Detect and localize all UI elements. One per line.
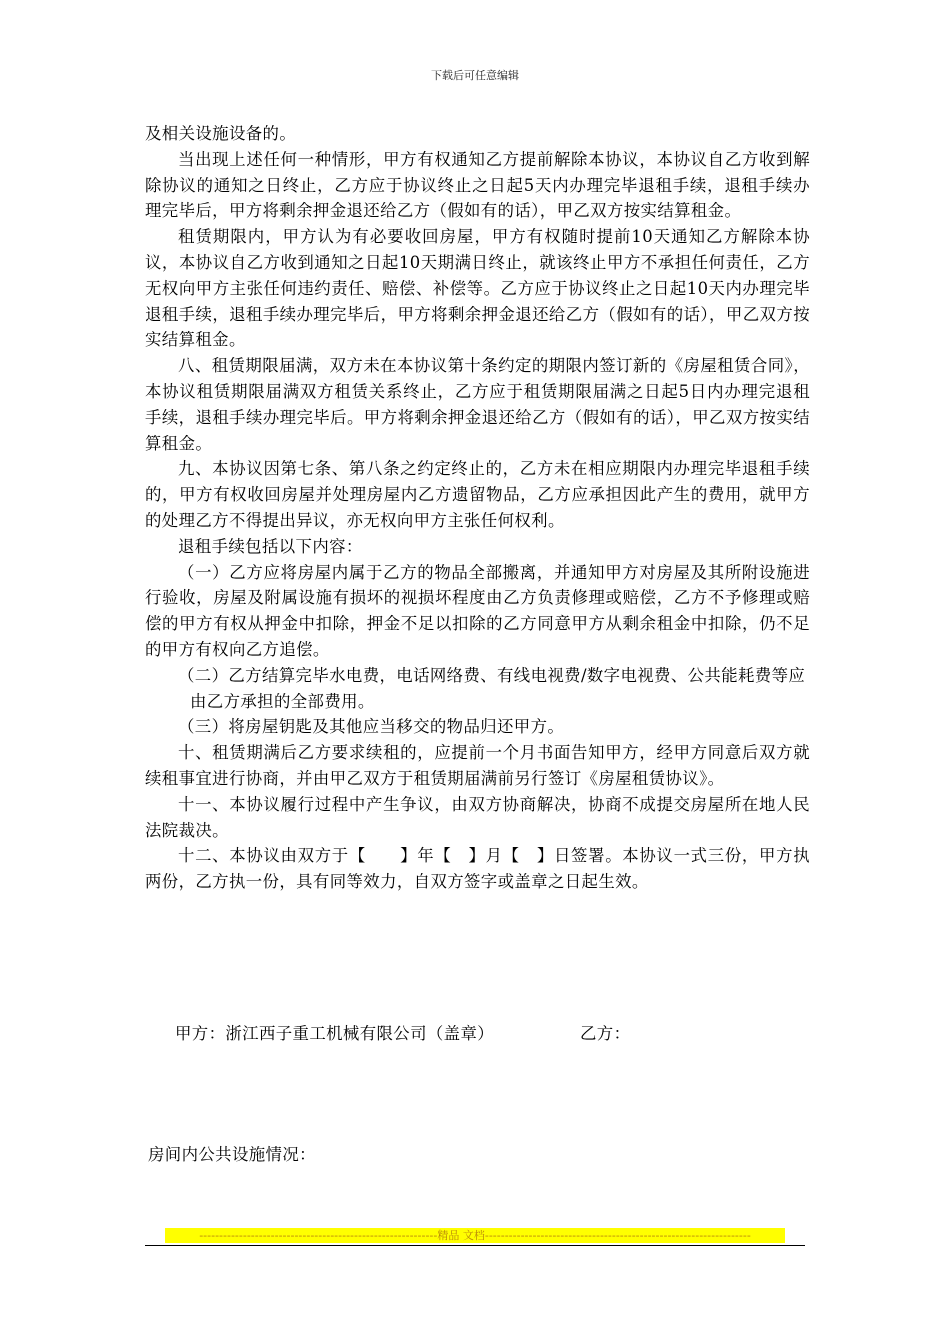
list-item: （三）将房屋钥匙及其他应当移交的物品归还甲方。 [178, 717, 565, 737]
footer-banner: ------------------------------------------------------------精品 文档------------------------------------------------------------------- [165, 1228, 785, 1243]
document-body [145, 121, 810, 895]
party-b-signature: 乙方： [580, 1024, 631, 1043]
paragraph: 及相关设施设备的。 [145, 124, 297, 143]
list-item: （二）乙方结算完毕水电费，电话网络费、有线电视费/数字电视费、公共能耗费等应由乙方承担的全部费用。 [178, 665, 806, 711]
list-item: （一）乙方应将房屋内属于乙方的物品全部搬离，并通知甲方对房屋及其所附设施进行验收，房屋及附属设施有损坏的视损坏程度由乙方负责修理或赔偿，乙方不予修理或赔偿的甲方有权从押金中扣除，押金不足以扣除的乙方同意甲方从剩余租金中扣除，仍不足的甲方有权向乙方追偿。 [145, 562, 810, 659]
footer-divider [145, 1245, 805, 1246]
facilities-heading: 房间内公共设施情况： [148, 1145, 316, 1164]
signature-block [175, 1020, 631, 1044]
clause-12: 十二、本协议由双方于【 】年【 】月【 】日签署。本协议一式三份，甲方执两份，乙方执一份，具有同等效力，自双方签字或盖章之日起生效。 [145, 846, 810, 892]
paragraph: 租赁期限内，甲方认为有必要收回房屋，甲方有权随时提前10天通知乙方解除本协议，本协议自乙方收到通知之日起10天期满日终止，就该终止甲方不承担任何责任，乙方无权向甲方主张任何违约责任、赔偿、补偿等。乙方应于协议终止之日起10天内办理完毕退租手续，退租手续办理完毕后，甲方将剩余押金退还给乙方（假如有的话），甲乙双方按实结算租金。 [145, 227, 810, 350]
clause-9: 九、本协议因第七条、第八条之约定终止的，乙方未在相应期限内办理完毕退租手续的，甲方有权收回房屋并处理房屋内乙方遗留物品，乙方应承担因此产生的费用，就甲方的处理乙方不得提出异议，亦无权向甲方主张任何权利。 [145, 459, 810, 530]
clause-8: 八、租赁期限届满，双方未在本协议第十条约定的期限内签订新的《房屋租赁合同》，本协议租赁期限届满双方租赁关系终止，乙方应于租赁期限届满之日起5日内办理完退租手续，退租手续办理完毕后。甲方将剩余押金退还给乙方（假如有的话），甲乙双方按实结算租金。 [145, 356, 810, 453]
clause-10: 十、租赁期满后乙方要求续租的，应提前一个月书面告知甲方，经甲方同意后双方就续租事宜进行协商，并由甲乙双方于租赁期届满前另行签订《房屋租赁协议》。 [145, 743, 810, 788]
paragraph: 退租手续包括以下内容： [178, 536, 363, 556]
party-a-signature: 甲方：浙江西子重工机械有限公司（盖章） [175, 1024, 495, 1043]
paragraph: 当出现上述任何一种情形，甲方有权通知乙方提前解除本协议，本协议自乙方收到解除协议的通知之日终止，乙方应于协议终止之日起5天内办理完毕退租手续，退租手续办理完毕后，甲方将剩余押金退还给乙方（假如有的话），甲乙双方按实结算租金。 [145, 149, 810, 221]
clause-11: 十一、本协议履行过程中产生争议，由双方协商解决，协商不成提交房屋所在地人民法院裁决。 [145, 794, 810, 840]
page-header: 下载后可任意编辑 [431, 69, 519, 82]
